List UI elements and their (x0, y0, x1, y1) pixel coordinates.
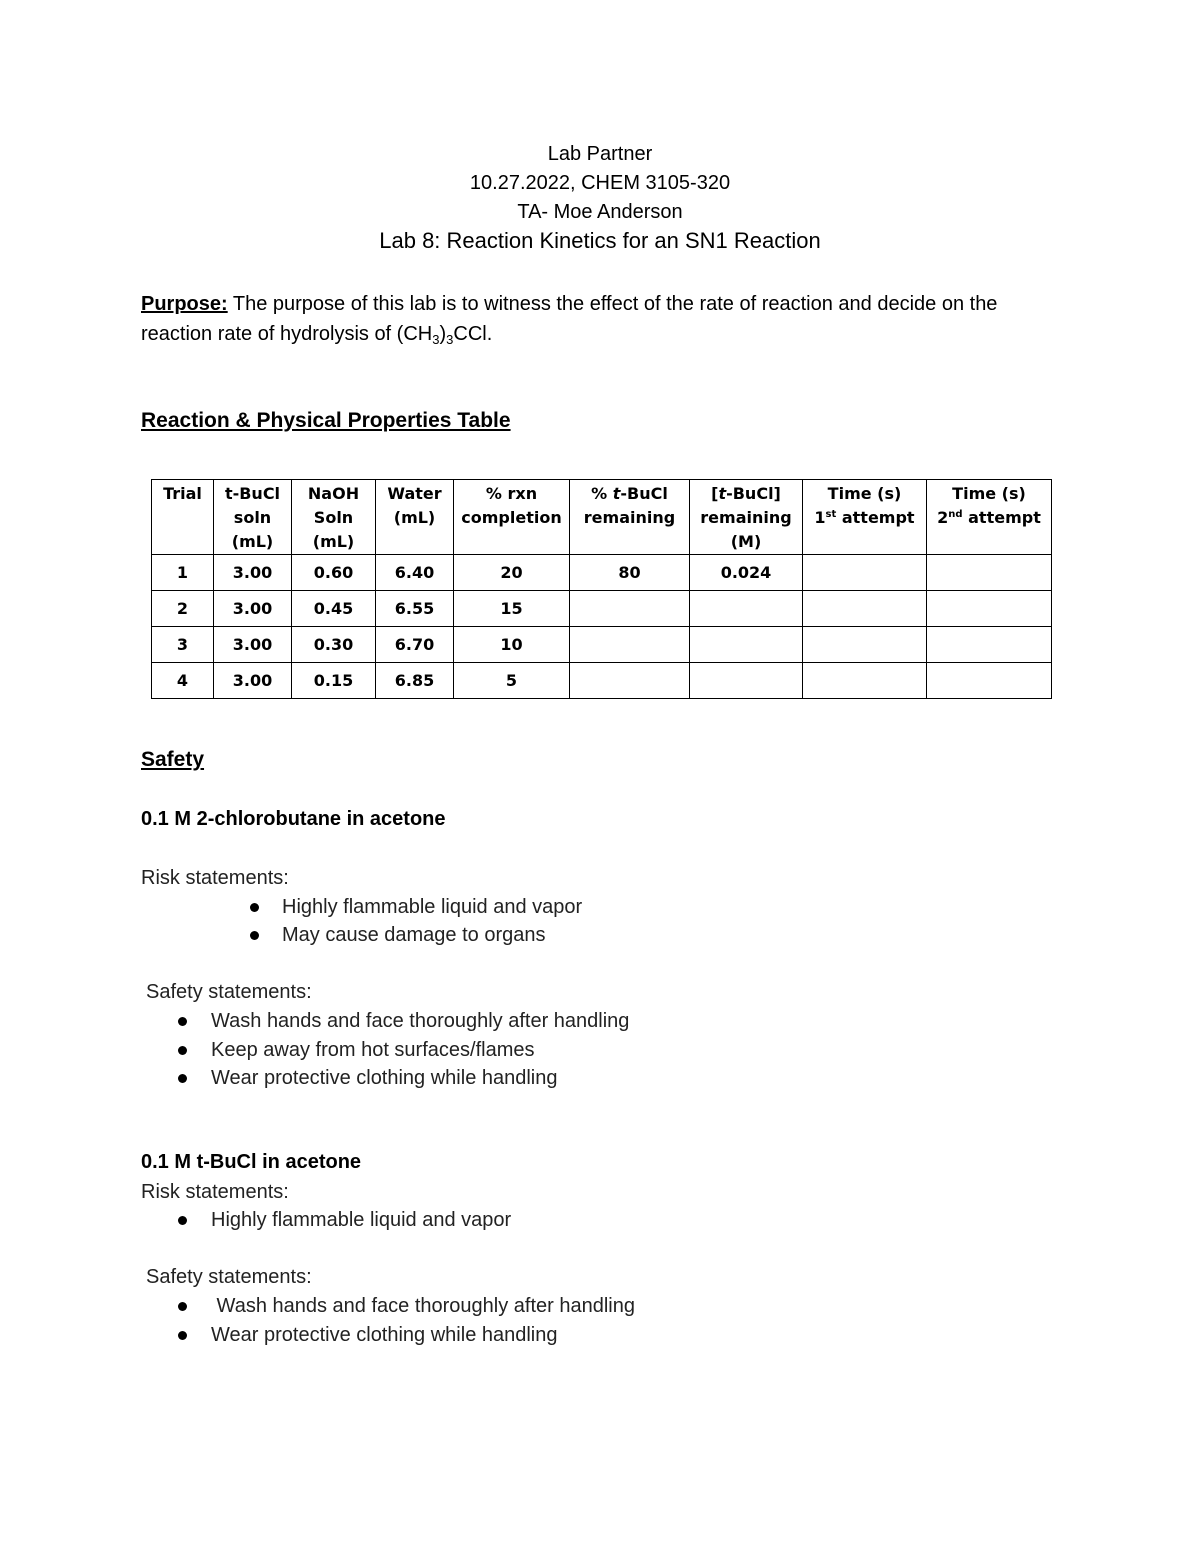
bullet-icon (250, 903, 259, 912)
table-cell: 6.40 (376, 555, 454, 591)
table-cell: 3.00 (214, 663, 292, 699)
table-cell (690, 591, 803, 627)
table-cell: 1 (152, 555, 214, 591)
table-cell: 15 (454, 591, 570, 627)
header-tbucl-soln: t-BuCl soln (mL) (214, 480, 292, 555)
list-item: Highly flammable liquid and vapor (178, 1206, 511, 1234)
properties-table (151, 479, 1052, 699)
table-cell (927, 627, 1052, 663)
list-item: Wash hands and face thoroughly after handling (178, 1292, 635, 1320)
chem2-risk-label: Risk statements: (141, 1181, 289, 1203)
table-row (152, 663, 1052, 699)
purpose-paragraph (141, 289, 1071, 349)
bullet-icon (178, 1216, 187, 1225)
table-cell: 6.55 (376, 591, 454, 627)
header-trial: Trial (152, 480, 214, 555)
purpose-text-2: ) (439, 323, 447, 345)
chem1-risk-label: Risk statements: (141, 867, 289, 889)
table-cell: 3.00 (214, 555, 292, 591)
lab-partner: Lab Partner (547, 143, 653, 165)
table-cell (803, 663, 927, 699)
purpose-text-3: CCl. (453, 323, 493, 345)
bullet-icon (178, 1331, 187, 1340)
list-item: Keep away from hot surfaces/flames (178, 1036, 534, 1064)
table-cell: 0.45 (292, 591, 376, 627)
list-item: Highly flammable liquid and vapor (250, 893, 582, 921)
list-item: Wear protective clothing while handling (178, 1064, 558, 1092)
bullet-icon (178, 1046, 187, 1055)
table-row (152, 591, 1052, 627)
header-time-2: Time (s) 2nd attempt (927, 480, 1052, 555)
chem2-safety-label: Safety statements: (146, 1266, 312, 1288)
table-cell: 0.024 (690, 555, 803, 591)
table-cell (803, 591, 927, 627)
table-cell: 3.00 (214, 627, 292, 663)
table-row (152, 555, 1052, 591)
header-tbucl-remaining: % t-BuCl remaining (570, 480, 690, 555)
table-cell (803, 555, 927, 591)
ta-name: TA- Moe Anderson (517, 201, 683, 223)
table-cell: 3 (152, 627, 214, 663)
purpose-label: Purpose: (141, 293, 228, 315)
purpose-sub-1: 3 (432, 332, 440, 347)
table-cell (690, 663, 803, 699)
list-item: Wash hands and face thoroughly after handling (178, 1007, 629, 1035)
table-cell: 2 (152, 591, 214, 627)
table-cell: 6.85 (376, 663, 454, 699)
safety-title: Safety (141, 748, 205, 771)
table-section-title: Reaction & Physical Properties Table (141, 409, 511, 432)
header-rxn-completion: % rxn completion (454, 480, 570, 555)
table-cell: 10 (454, 627, 570, 663)
purpose-text-1: The purpose of this lab is to witness the effect of the rate of reaction and decide on the reaction rate of hydrolysis of (CH (141, 293, 998, 345)
header-time-1: Time (s) 1st attempt (803, 480, 927, 555)
date-course: 10.27.2022, CHEM 3105-320 (469, 172, 731, 194)
list-item: May cause damage to organs (250, 921, 546, 949)
table-cell (570, 591, 690, 627)
table-cell (927, 555, 1052, 591)
table-cell (570, 627, 690, 663)
header-water: Water (mL) (376, 480, 454, 555)
bullet-icon (178, 1074, 187, 1083)
bullet-icon (250, 931, 259, 940)
table-cell (570, 663, 690, 699)
header-tbucl-conc: [t-BuCl] remaining (M) (690, 480, 803, 555)
bullet-icon (178, 1017, 187, 1026)
table-cell: 3.00 (214, 591, 292, 627)
table-cell: 0.15 (292, 663, 376, 699)
chem1-name: 0.1 M 2-chlorobutane in acetone (141, 808, 446, 830)
table-cell: 4 (152, 663, 214, 699)
header-naoh-soln: NaOH Soln (mL) (292, 480, 376, 555)
chem1-safety-label: Safety statements: (146, 981, 312, 1003)
lab-title: Lab 8: Reaction Kinetics for an SN1 Reaction (379, 228, 821, 253)
table-row (152, 627, 1052, 663)
table-cell: 0.60 (292, 555, 376, 591)
table-cell: 0.30 (292, 627, 376, 663)
bullet-icon (178, 1302, 187, 1311)
table-header-row (152, 480, 1052, 555)
table-cell: 6.70 (376, 627, 454, 663)
table-cell (927, 663, 1052, 699)
table-cell (803, 627, 927, 663)
table-cell (927, 591, 1052, 627)
table-cell: 5 (454, 663, 570, 699)
table-cell (690, 627, 803, 663)
chem2-name: 0.1 M t-BuCl in acetone (141, 1151, 362, 1173)
table-cell: 20 (454, 555, 570, 591)
list-item: Wear protective clothing while handling (178, 1321, 558, 1349)
purpose-sub-2: 3 (446, 332, 454, 347)
table-cell: 80 (570, 555, 690, 591)
